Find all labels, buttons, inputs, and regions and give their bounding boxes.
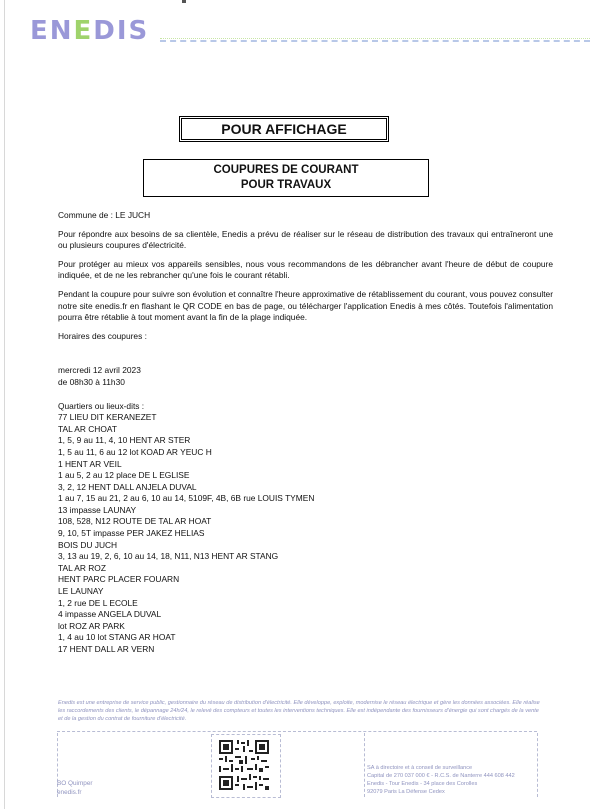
- website-link[interactable]: enedis.fr: [57, 789, 82, 796]
- list-item: 1 au 7, 15 au 21, 2 au 6, 10 au 14, 5109F, 4B, 6B rue LOUIS TYMEN: [58, 493, 315, 504]
- list-item: 3, 2, 12 HENT DALL ANJELA DUVAL: [58, 481, 197, 492]
- page-title: POUR AFFICHAGE: [221, 121, 347, 137]
- notice-body: [58, 210, 553, 656]
- list-item: TAL AR CHOAT: [58, 423, 117, 434]
- list-item: HENT PARC PLACER FOUARN: [58, 574, 180, 585]
- legal-line: Capital de 270 037 000 € - R.C.S. de Nanterre 444 608 442: [367, 773, 515, 779]
- list-item: 9, 10, 5T impasse PER JAKEZ HELIAS: [58, 528, 205, 539]
- horaires-label: Horaires des coupures :: [58, 330, 147, 341]
- list-item: 3, 13 au 19, 2, 6, 10 au 14, 18, N11, N13 HENT AR STANG: [58, 551, 279, 562]
- footer-divider: [537, 733, 538, 797]
- list-item: 1, 5, 9 au 11, 4, 10 HENT AR STER: [58, 435, 191, 446]
- list-item: 4 impasse ANGELA DUVAL: [58, 609, 162, 620]
- list-item: 1, 2 rue DE L ECOLE: [58, 597, 138, 608]
- logo-rule-blue: [160, 40, 590, 42]
- legal-line: 92079 Paris La Défense Cedex: [367, 789, 445, 795]
- footer-note: Enedis est une entreprise de service public, gestionnaire du réseau de distribution d'électricité. Elle développe, exploite, modernise le réseau électrique et gère les données associées. Elle réalise les raccordements des clients, le dépannage 24h/24, le relevé des compteurs et toutes les interventions techniques. Elle est indépendante des fournisseurs d'énergie qui sont chargés de la vente et de la gestion du contrat de fourniture d'électricité.: [58, 700, 540, 722]
- logo-rule-green: [160, 38, 590, 39]
- list-item: LE LAUNAY: [58, 586, 104, 597]
- coupure-time: de 08h30 à 11h30: [58, 376, 125, 387]
- coupure-date: mercredi 12 avril 2023: [58, 365, 141, 376]
- list-item: 1, 4 au 10 lot STANG AR HOAT: [58, 632, 176, 643]
- subtitle-box: [143, 159, 429, 197]
- legal-line: SA à directoire et à conseil de surveillance: [367, 765, 473, 771]
- quartiers-label: Quartiers ou lieux-dits :: [58, 400, 145, 411]
- list-item: 1 HENT AR VEIL: [58, 458, 122, 469]
- paragraph-1: Pour répondre aux besoins de sa clientèle, Enedis a prévu de réaliser sur le réseau de distribution des travaux qui entraîneront une ou plusieurs coupures d'électricité.: [58, 228, 553, 251]
- list-item: 17 HENT DALL AR VERN: [58, 644, 155, 654]
- quartiers-list: [58, 412, 553, 655]
- office-name: BO Quimper: [57, 780, 93, 787]
- footer-office: [57, 779, 93, 797]
- paragraph-2: Pour protéger au mieux vos appareils sensibles, nous vous recommandons de les débrancher avant l'heure de début de coupure indiquée, et de ne les rebrancher qu'une fois le courant rétabli.: [58, 258, 553, 281]
- list-item: BOIS DU JUCH: [58, 539, 118, 550]
- subtitle-line-2: POUR TRAVAUX: [240, 179, 332, 191]
- list-item: 1, 5 au 11, 6 au 12 lot KOAD AR YEUC H: [58, 446, 212, 457]
- page-left-rule: [4, 0, 5, 809]
- list-item: 1 au 5, 2 au 12 place DE L EGLISE: [58, 470, 190, 481]
- paragraph-3: Pendant la coupure pour suivre son évolution et connaître l'heure approximative de rétablissement du courant, vous pouvez consulter notre site enedis.fr en flashant le QR CODE en bas de page, ou télécharger l'application Enedis à mes côtés. Toutefois l'alimentation pourra être rétablie à tout moment avant la fin de la plage indiquée.: [58, 288, 553, 323]
- commune-line: Commune de : LE JUCH: [58, 210, 151, 220]
- legal-line: Enedis - Tour Enedis - 34 place des Corolles: [367, 781, 478, 787]
- top-mark: [182, 0, 186, 3]
- footer-rule: [57, 731, 537, 732]
- footer-legal: [367, 764, 515, 796]
- qr-code-icon[interactable]: [219, 740, 269, 790]
- title-box: [179, 116, 389, 142]
- list-item: 77 LIEU DIT KERANEZET: [58, 412, 157, 423]
- list-item: 108, 528, N12 ROUTE DE TAL AR HOAT: [58, 516, 212, 527]
- list-item: 13 impasse LAUNAY: [58, 504, 137, 515]
- subtitle-line-1: COUPURES DE COURANT: [213, 164, 359, 176]
- list-item: lot ROZ AR PARK: [58, 620, 125, 631]
- list-item: TAL AR ROZ: [58, 562, 106, 573]
- footer-divider: [364, 733, 365, 797]
- enedis-logo: ENEDIS: [30, 16, 150, 46]
